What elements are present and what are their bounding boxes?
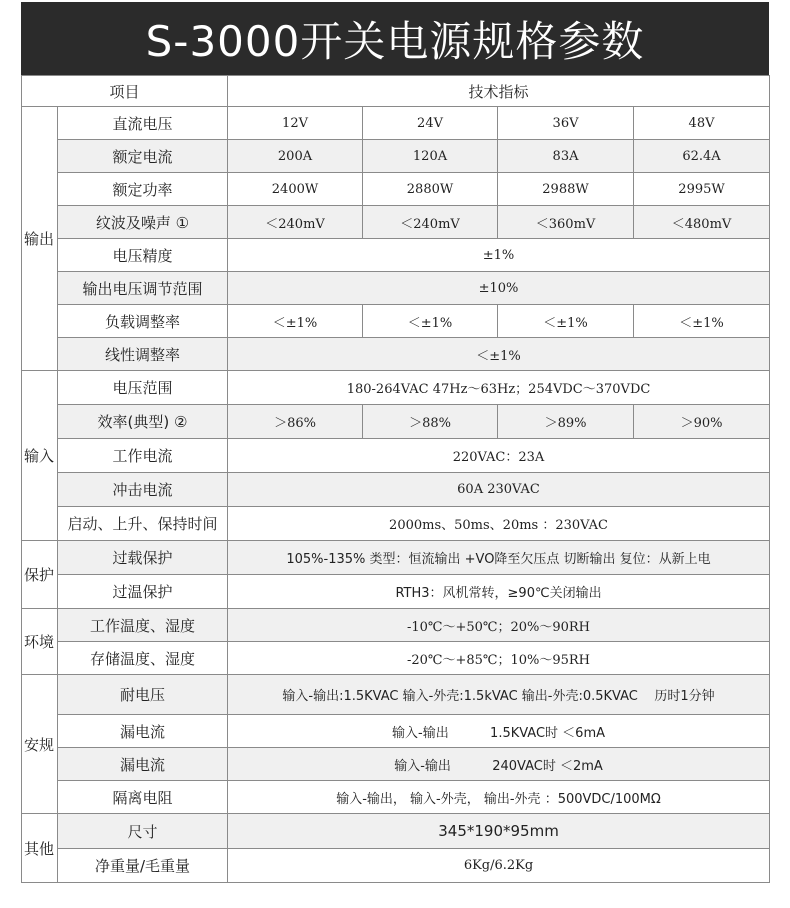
cell: ＜360mV xyxy=(498,206,634,239)
cell: ＞86% xyxy=(228,405,363,439)
table-row xyxy=(22,849,770,883)
cell: ＜±1% xyxy=(634,305,770,338)
cell: 105%-135% 类型：恒流输出 +VO降至欠压点 切断输出 复位：从新上电 xyxy=(228,541,770,575)
table-row xyxy=(22,507,770,541)
cell: ±1% xyxy=(228,239,770,272)
table-row xyxy=(22,575,770,609)
table-row xyxy=(22,272,770,305)
cell: 220VAC：23A xyxy=(228,439,770,473)
cell: 345*190*95mm xyxy=(228,814,770,849)
header-spec: 技术指标 xyxy=(228,76,770,107)
cell: ＞89% xyxy=(498,405,634,439)
category-other: 其他 xyxy=(22,814,58,883)
table-row xyxy=(22,338,770,371)
row-label: 电压范围 xyxy=(58,371,228,405)
table-row xyxy=(22,405,770,439)
row-label: 直流电压 xyxy=(58,107,228,140)
row-label: 额定电流 xyxy=(58,140,228,173)
row-label: 冲击电流 xyxy=(58,473,228,507)
cell: ＜240mV xyxy=(228,206,363,239)
cell: 62.4A xyxy=(634,140,770,173)
category-environment: 环境 xyxy=(22,609,58,675)
cell: -20℃～+85℃；10%～95RH xyxy=(228,642,770,675)
cell: 83A xyxy=(498,140,634,173)
cell: 200A xyxy=(228,140,363,173)
table-row xyxy=(22,715,770,748)
row-label: 工作温度、湿度 xyxy=(58,609,228,642)
row-label: 净重量/毛重量 xyxy=(58,849,228,883)
table-row xyxy=(22,206,770,239)
row-label: 隔离电阻 xyxy=(58,781,228,814)
cell: 2400W xyxy=(228,173,363,206)
cell: 12V xyxy=(228,107,363,140)
cell: ＞90% xyxy=(634,405,770,439)
cell: ＜±1% xyxy=(363,305,498,338)
table-row xyxy=(22,609,770,642)
row-label: 存储温度、湿度 xyxy=(58,642,228,675)
cell: RTH3：风机常转，≥90℃关闭输出 xyxy=(228,575,770,609)
table-row xyxy=(22,173,770,206)
cell: ＜±1% xyxy=(498,305,634,338)
cell: 24V xyxy=(363,107,498,140)
cell: 6Kg/6.2Kg xyxy=(228,849,770,883)
cell: 输入-输出 240VAC时 ＜2mA xyxy=(228,748,770,781)
cell: -10℃～+50℃；20%～90RH xyxy=(228,609,770,642)
table-row xyxy=(22,541,770,575)
row-label: 过载保护 xyxy=(58,541,228,575)
cell: 36V xyxy=(498,107,634,140)
table-row xyxy=(22,675,770,715)
row-label: 漏电流 xyxy=(58,715,228,748)
category-input: 输入 xyxy=(22,371,58,541)
table-row xyxy=(22,642,770,675)
spec-table xyxy=(21,75,770,883)
header-item: 项目 xyxy=(22,76,228,107)
cell: 输入-输出， 输入-外壳， 输出-外壳 ：500VDC/100MΩ xyxy=(228,781,770,814)
table-row xyxy=(22,473,770,507)
row-label: 额定功率 xyxy=(58,173,228,206)
cell: ±10% xyxy=(228,272,770,305)
row-label: 工作电流 xyxy=(58,439,228,473)
cell: ＜±1% xyxy=(228,305,363,338)
cell: 2880W xyxy=(363,173,498,206)
table-row xyxy=(22,748,770,781)
row-label: 漏电流 xyxy=(58,748,228,781)
row-label: 输出电压调节范围 xyxy=(58,272,228,305)
row-label: 电压精度 xyxy=(58,239,228,272)
cell: 2000ms、50ms、20ms ：230VAC xyxy=(228,507,770,541)
table-row xyxy=(22,107,770,140)
category-output: 输出 xyxy=(22,107,58,371)
cell: ＜240mV xyxy=(363,206,498,239)
cell: ＜480mV xyxy=(634,206,770,239)
cell: 120A xyxy=(363,140,498,173)
row-label: 启动、上升、保持时间 xyxy=(58,507,228,541)
table-row xyxy=(22,814,770,849)
row-label: 纹波及噪声 ① xyxy=(58,206,228,239)
cell: 180-264VAC 47Hz～63Hz；254VDC～370VDC xyxy=(228,371,770,405)
cell: 2988W xyxy=(498,173,634,206)
table-row xyxy=(22,371,770,405)
row-label: 线性调整率 xyxy=(58,338,228,371)
cell: 输入-输出:1.5KVAC 输入-外壳:1.5kVAC 输出-外壳:0.5KVAC 历时1分钟 xyxy=(228,675,770,715)
table-header-row xyxy=(22,76,770,107)
table-row xyxy=(22,439,770,473)
row-label: 耐电压 xyxy=(58,675,228,715)
table-row xyxy=(22,140,770,173)
row-label: 效率(典型) ② xyxy=(58,405,228,439)
category-safety: 安规 xyxy=(22,675,58,814)
row-label: 尺寸 xyxy=(58,814,228,849)
table-row xyxy=(22,239,770,272)
table-row xyxy=(22,305,770,338)
cell: 48V xyxy=(634,107,770,140)
row-label: 过温保护 xyxy=(58,575,228,609)
page-title: S-3000开关电源规格参数 xyxy=(21,2,769,75)
cell: 60A 230VAC xyxy=(228,473,770,507)
cell: ＜±1% xyxy=(228,338,770,371)
row-label: 负载调整率 xyxy=(58,305,228,338)
cell: ＞88% xyxy=(363,405,498,439)
cell: 输入-输出 1.5KVAC时 ＜6mA xyxy=(228,715,770,748)
cell: 2995W xyxy=(634,173,770,206)
table-row xyxy=(22,781,770,814)
category-protect: 保护 xyxy=(22,541,58,609)
